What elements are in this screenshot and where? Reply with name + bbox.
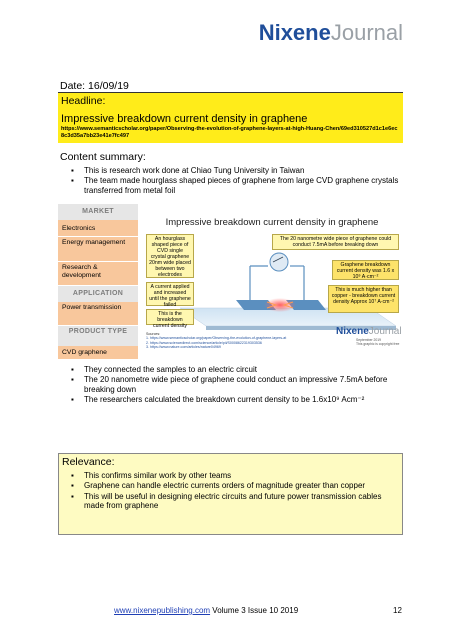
source-link[interactable]: 2. https://www.sciencedirect.com/science/article/pii/S0008622319303536 xyxy=(146,340,262,345)
figure-logo xyxy=(336,326,402,337)
source-link[interactable]: 1. https://www.semanticscholar.org/paper/Observing-the-evolution-of-graphene-layers-at xyxy=(146,336,287,341)
headline-title: Impressive breakdown current density in graphene xyxy=(61,113,308,125)
market-item: Research & development xyxy=(58,262,138,286)
market-header: MARKET xyxy=(58,204,138,220)
figure-meta-line: September 2019 xyxy=(356,338,382,342)
figure-note: A current applied and increased until the graphene failed xyxy=(146,282,194,306)
figure-note: Graphene breakdown current density was 1.6 x 10⁹ A·cm⁻² xyxy=(332,260,399,280)
market-item: Energy management xyxy=(58,237,138,262)
product-item: CVD graphene xyxy=(58,346,138,360)
figure-sources xyxy=(146,332,286,350)
website-link[interactable]: www.nixenepublishing.com xyxy=(114,606,211,615)
figure-logo-light: Journal xyxy=(368,326,402,337)
ammeter xyxy=(270,253,288,271)
date-line: Date: 16/09/19 xyxy=(60,80,129,92)
headline-url-link[interactable]: https://www.semanticscholar.org/paper/Observing-the-evolution-of-graphene-layers-at-high-Huang-Chen/69ed310527d1c1e6ec8c3d35a7bb23e41e7fc497 xyxy=(61,126,398,139)
footer-text xyxy=(114,606,298,615)
journal-logo xyxy=(259,22,403,44)
page-number: 12 xyxy=(393,606,402,615)
application-item: Power transmission xyxy=(58,302,138,326)
list-item: ▪ The team made hourglass shaped pieces of graphene from large CVD graphene crystals transferred from metal foil xyxy=(62,176,402,195)
application-header: APPLICATION xyxy=(58,286,138,302)
content-summary-label: Content summary: xyxy=(60,151,146,163)
headline-label: Headline: xyxy=(61,95,106,107)
list-item: ▪ Graphene can handle electric currents orders of magnitude greater than copper xyxy=(62,481,399,490)
headline-box xyxy=(58,93,403,143)
relevance-box xyxy=(58,453,403,535)
list-item: ▪ The 20 nanometre wide piece of graphene could conduct an impressive 7.5mA before breaking down xyxy=(62,375,392,394)
figure-title: Impressive breakdown current density in graphene xyxy=(165,217,379,228)
product-type-header: PRODUCT TYPE xyxy=(58,326,138,346)
logo-bold-text: Nixene xyxy=(258,20,331,45)
sources-label: Sources: xyxy=(146,332,161,336)
list-item: ▪ They connected the samples to an electric circuit xyxy=(62,365,392,374)
figure-logo-bold: Nixene xyxy=(336,326,369,337)
figure-note: The 20 nanometre wide piece of graphene could conduct 7.5mA before breaking down xyxy=(272,234,399,250)
relevance-label: Relevance: xyxy=(62,456,115,468)
list-item: ▪ This is research work done at Chiao Tung University in Taiwan xyxy=(62,166,402,175)
relevance-list xyxy=(62,471,399,510)
category-sidebar xyxy=(58,204,138,356)
list-item: ▪ The researchers calculated the breakdown current density to be 1.6x10⁹ Acm⁻² xyxy=(62,395,392,404)
figure-note: This is much higher than copper - breakdown current density Approx 10⁷ A·cm⁻² xyxy=(328,285,399,313)
source-link[interactable]: 3. https://www.nature.com/articles/nature04969 xyxy=(146,345,221,350)
content-summary-list xyxy=(62,166,402,196)
logo-light-text: Journal xyxy=(330,20,403,45)
breakdown-hotspot xyxy=(264,298,296,312)
infographic-figure xyxy=(140,204,404,356)
list-item: ▪ This will be useful in designing electric circuits and future power transmission cables made from graphene xyxy=(62,492,399,511)
issue-info: Volume 3 Issue 10 2019 xyxy=(212,606,299,615)
figure-meta-line: This graphic is copyright free xyxy=(356,342,400,346)
results-list xyxy=(62,365,392,405)
market-item: Electronics xyxy=(58,220,138,237)
figure-note: An hourglass shaped piece of CVD single crystal graphene 20nm wide placed between two electrodes xyxy=(146,234,194,278)
figure-meta xyxy=(356,338,399,346)
figure-note: This is the breakdown current density xyxy=(146,309,194,325)
list-item: ▪ This confirms similar work by other teams xyxy=(62,471,399,480)
